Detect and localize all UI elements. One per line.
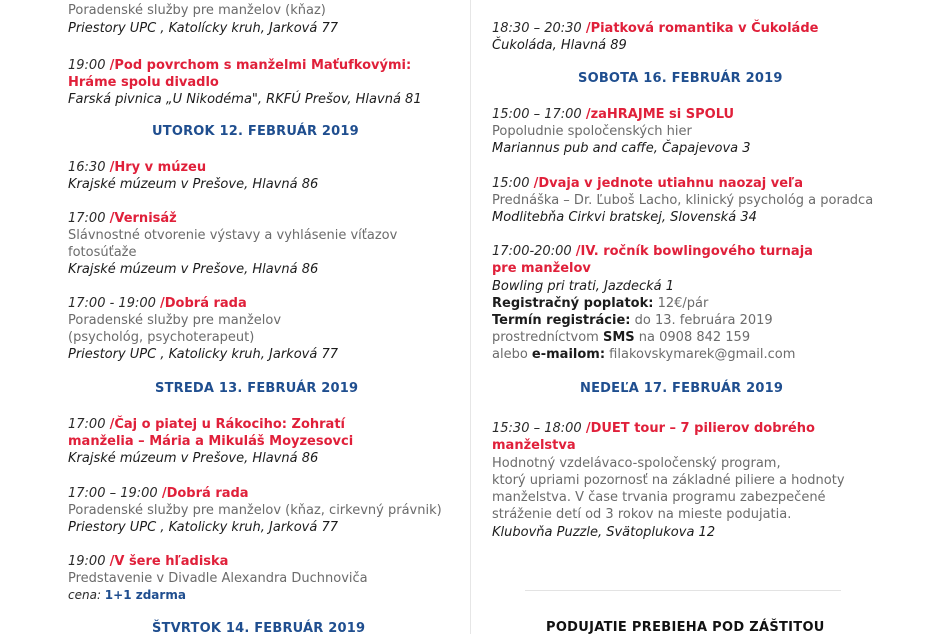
event-place: Priestory UPC , Katolicky kruh, Jarková 77 <box>68 520 338 535</box>
section-divider <box>525 590 841 591</box>
event-header <box>68 416 345 433</box>
event-time: 17:00-20:00 <box>492 244 576 259</box>
event-desc: Poradenské služby pre manželov (kňaz) <box>68 3 326 18</box>
event-header <box>492 106 734 123</box>
event-title: /IV. ročník bowlingového turnaja <box>575 244 813 259</box>
event-time: 15:00 <box>492 176 534 191</box>
event-title: /zaHRAJME si SPOLU <box>585 107 735 122</box>
day-heading-tuesday: UTOROK 12. FEBRUÁR 2019 <box>152 124 359 139</box>
event-title-cont: Hráme spolu divadlo <box>68 75 219 90</box>
sms-prefix: prostredníctvom <box>492 330 603 345</box>
event-desc: Poradenské služby pre manželov (kňaz, cirkevný právnik) <box>68 503 442 518</box>
event-time: 16:30 <box>68 160 110 175</box>
event-title: /Vernisáž <box>109 211 177 226</box>
fee-value: 12€/pár <box>653 296 709 311</box>
event-time: 15:00 – 17:00 <box>492 107 586 122</box>
event-desc: fotosúťaže <box>68 245 137 260</box>
event-desc: stráženie detí od 3 rokov na mieste podujatia. <box>492 507 792 522</box>
event-place: Krajské múzeum v Prešove, Hlavná 86 <box>68 177 319 192</box>
event-time: 17:00 - 19:00 <box>68 296 161 311</box>
email-label: e-mailom: <box>531 347 606 362</box>
registration-email <box>492 346 795 363</box>
event-place: Čukoláda, Hlavná 89 <box>492 38 627 53</box>
event-title: /Dvaja v jednote utiahnu naozaj veľa <box>533 176 804 191</box>
event-title: /V šere hľadiska <box>109 554 229 569</box>
sms-label: SMS <box>602 330 635 345</box>
price-value: 1+1 zdarma <box>104 588 186 602</box>
email-prefix: alebo <box>492 347 532 362</box>
deadline-label: Termín registrácie: <box>492 313 631 328</box>
event-header <box>68 57 411 74</box>
registration-deadline <box>492 312 773 329</box>
day-heading-saturday: SOBOTA 16. FEBRUÁR 2019 <box>578 71 783 86</box>
event-title: /Dobrá rada <box>160 296 247 311</box>
event-place: Krajské múzeum v Prešove, Hlavná 86 <box>68 262 319 277</box>
day-heading-sunday: NEDEĽA 17. FEBRUÁR 2019 <box>580 381 784 396</box>
event-header <box>492 420 815 437</box>
email-address[interactable]: filakovskymarek@gmail.com <box>605 347 796 362</box>
event-title: /Hry v múzeu <box>109 160 207 175</box>
event-desc: ktorý upriami pozornosť na základné piliere a hodnoty <box>492 473 845 488</box>
event-header <box>68 295 247 312</box>
column-divider <box>470 0 471 634</box>
event-time: 19:00 <box>68 58 110 73</box>
event-header <box>68 485 249 502</box>
event-title: /Pod povrchom s manželmi Maťufkovými: <box>109 58 412 73</box>
event-title-cont: pre manželov <box>492 261 591 276</box>
event-time: 15:30 – 18:00 <box>492 421 586 436</box>
event-time: 17:00 <box>68 211 110 226</box>
event-place: Mariannus pub and caffe, Čapajevova 3 <box>492 141 751 156</box>
event-title: /DUET tour – 7 pilierov dobrého <box>585 421 815 436</box>
event-place: Farská pivnica „U Nikodéma", RKFÚ Prešov, Hlavná 81 <box>68 92 422 107</box>
day-heading-wednesday: STREDA 13. FEBRUÁR 2019 <box>155 381 359 396</box>
event-time: 19:00 <box>68 554 110 569</box>
event-title: /Piatková romantika v Čukoláde <box>585 21 819 36</box>
event-header <box>68 553 228 570</box>
day-heading-thursday: ŠTVRTOK 14. FEBRUÁR 2019 <box>152 621 366 636</box>
event-header <box>68 159 206 176</box>
event-header <box>492 243 813 260</box>
event-time: 17:00 – 19:00 <box>68 486 162 501</box>
event-header <box>492 20 818 37</box>
event-desc: Popoludnie spoločenských hier <box>492 124 692 139</box>
event-place: Klubovňa Puzzle, Svätoplukova 12 <box>492 525 716 540</box>
event-place: Bowling pri trati, Jazdecká 1 <box>492 279 674 294</box>
event-desc: Predstavenie v Divadle Alexandra Duchnoviča <box>68 571 368 586</box>
event-header <box>68 210 177 227</box>
event-desc: manželstva. V čase trvania programu zabezpečené <box>492 490 826 505</box>
event-desc: Hodnotný vzdelávaco-spoločenský program, <box>492 456 781 471</box>
sms-number: na 0908 842 159 <box>634 330 751 345</box>
event-place: Krajské múzeum v Prešove, Hlavná 86 <box>68 451 319 466</box>
event-time: 18:30 – 20:30 <box>492 21 586 36</box>
deadline-value: do 13. februára 2019 <box>630 313 773 328</box>
event-place: Priestory UPC , Katolícky kruh, Jarková 77 <box>68 21 338 36</box>
registration-sms <box>492 329 750 346</box>
event-title-cont: manželia – Mária a Mikuláš Moyzesovci <box>68 434 354 449</box>
event-title-cont: manželstva <box>492 438 576 453</box>
event-desc: Prednáška – Dr. Ľuboš Lacho, klinický psychológ a poradca <box>492 193 874 208</box>
event-place: Modlitebňa Cirkvi bratskej, Slovenská 34 <box>492 210 757 225</box>
event-desc: (psychológ, psychoterapeut) <box>68 330 255 345</box>
event-price <box>68 587 186 604</box>
event-header <box>492 175 803 192</box>
event-title: /Dobrá rada <box>161 486 249 501</box>
event-desc: Poradenské služby pre manželov <box>68 313 282 328</box>
event-desc: Slávnostné otvorenie výstavy a vyhlásenie víťazov <box>68 228 398 243</box>
price-label: cena: <box>68 588 105 602</box>
patronage-heading: PODUJATIE PREBIEHA POD ZÁŠTITOU <box>546 620 825 635</box>
registration-fee <box>492 295 708 312</box>
event-place: Priestory UPC , Katolicky kruh, Jarková 77 <box>68 347 338 362</box>
event-title: /Čaj o piatej u Rákociho: Zohratí <box>109 417 345 432</box>
fee-label: Registračný poplatok: <box>492 296 654 311</box>
event-time: 17:00 <box>68 417 110 432</box>
